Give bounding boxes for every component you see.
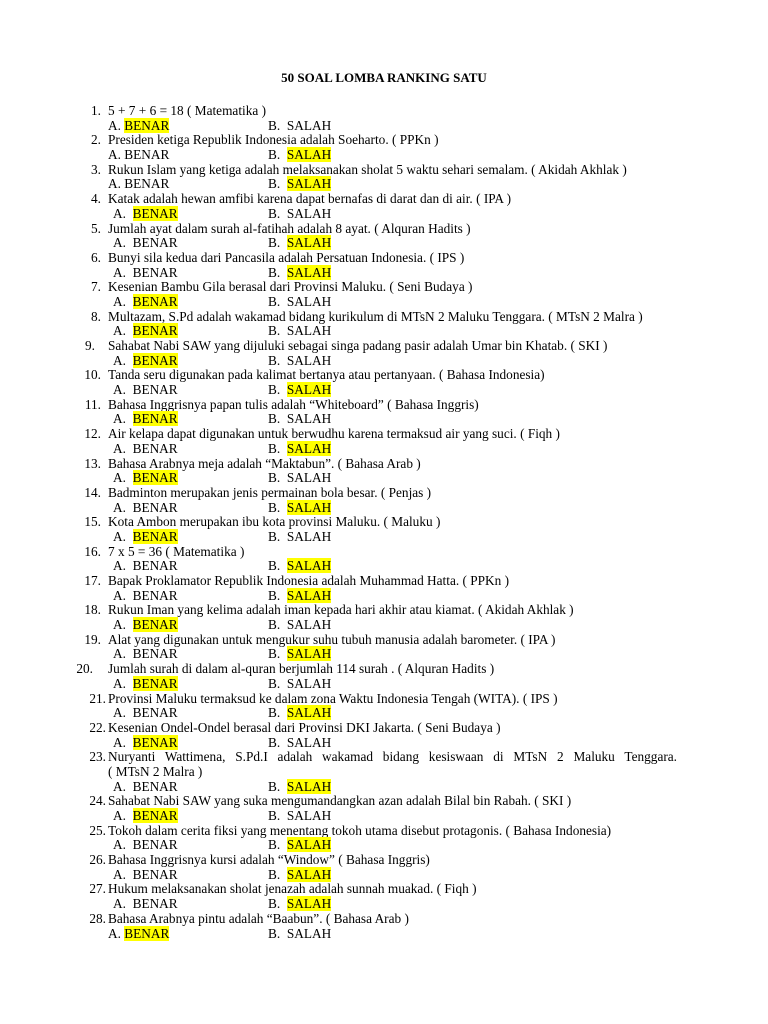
option-b-label: SALAH <box>286 837 332 853</box>
option-a-label: BENAR <box>124 925 170 941</box>
option-b: B. SALAH <box>268 528 332 544</box>
option-a: A. BENAR <box>108 925 170 941</box>
option-a-label: BENAR <box>132 205 178 221</box>
option-b-label: SALAH <box>286 205 332 221</box>
question-text: 5 + 7 + 6 = 18 ( Matematika ) <box>108 103 267 118</box>
option-b: B. SALAH <box>268 411 332 427</box>
option-b: B. SALAH <box>268 866 332 882</box>
option-b-label: SALAH <box>286 778 332 794</box>
answer-options <box>0 266 768 281</box>
question-number: 26. <box>89 852 106 868</box>
question-number: 13. <box>84 455 101 471</box>
option-b-label: SALAH <box>286 734 332 750</box>
question-number: 9. <box>85 338 95 353</box>
question-number: 19. <box>84 631 101 647</box>
option-b-label: SALAH <box>286 866 332 882</box>
question-list <box>0 104 768 941</box>
question-number: 27. <box>89 881 106 897</box>
question-text: Tokoh dalam cerita fiksi yang menentang tokoh utama disebut protagonis. ( Bahasa Indonesia) <box>108 822 612 838</box>
option-b: B. SALAH <box>268 837 332 853</box>
option-a: A. BENAR <box>113 205 178 221</box>
question-number: 18. <box>84 602 101 618</box>
option-a-label: BENAR <box>132 617 178 633</box>
question-text: Katak adalah hewan amfibi karena dapat bernafas di darat dan di air. ( IPA ) <box>108 191 512 207</box>
answer-options <box>0 119 768 134</box>
option-a-label: BENAR <box>132 352 178 368</box>
option-a: A. BENAR <box>113 896 178 912</box>
option-b: B. SALAH <box>268 734 332 750</box>
option-a: A. BENAR <box>108 176 170 192</box>
question-item <box>0 824 768 853</box>
question-item <box>0 457 768 486</box>
option-a-label: BENAR <box>132 587 178 603</box>
question-number: 17. <box>84 573 101 588</box>
question-text: Bahasa Inggrisnya papan tulis adalah “Whiteboard” ( Bahasa Inggris) <box>108 396 479 412</box>
question-number: 16. <box>84 543 101 559</box>
question-text: Bunyi sila kedua dari Pancasila adalah Persatuan Indonesia. ( IPS ) <box>108 249 465 265</box>
question-text: Presiden ketiga Republik Indonesia adalah Soeharto. ( PPKn ) <box>108 132 439 148</box>
option-b-label: SALAH <box>286 323 332 339</box>
answer-options <box>0 838 768 853</box>
option-b: B. SALAH <box>268 235 332 251</box>
question-number: 1. <box>91 103 101 118</box>
question-item <box>0 133 768 162</box>
option-b: B. SALAH <box>268 499 332 515</box>
option-b: B. SALAH <box>268 587 332 603</box>
question-number: 4. <box>91 191 101 207</box>
option-a-label: BENAR <box>132 558 178 574</box>
question-text: Sahabat Nabi SAW yang suka mengumandangkan azan adalah Bilal bin Rabah. ( SKI ) <box>108 793 572 809</box>
question-item <box>0 794 768 823</box>
question-item <box>0 192 768 221</box>
option-a: A. BENAR <box>113 646 178 662</box>
option-b-label: SALAH <box>286 235 332 251</box>
option-b: B. SALAH <box>268 808 332 823</box>
option-a-label: BENAR <box>124 147 170 163</box>
option-b-label: SALAH <box>286 558 332 574</box>
option-a: A. BENAR <box>113 470 178 486</box>
question-number: 23. <box>89 749 106 765</box>
option-b-label: SALAH <box>286 617 332 633</box>
question-text: 7 x 5 = 36 ( Matematika ) <box>108 543 245 559</box>
option-b-label: SALAH <box>286 896 332 912</box>
option-b-label: SALAH <box>286 440 332 456</box>
option-a-label: BENAR <box>124 117 170 133</box>
question-text: Provinsi Maluku termaksud ke dalam zona Waktu Indonesia Tengah (WITA). ( IPS ) <box>108 690 558 706</box>
option-b-label: SALAH <box>286 499 332 515</box>
question-item <box>0 251 768 280</box>
question-text: Tanda seru digunakan pada kalimat bertanya atau pertanyaan. ( Bahasa Indonesia) <box>108 367 545 383</box>
option-a: A. BENAR <box>113 558 178 574</box>
option-b: B. SALAH <box>268 558 332 574</box>
answer-options <box>0 647 768 662</box>
option-a: A. BENAR <box>113 264 178 280</box>
option-a: A. BENAR <box>113 411 178 427</box>
option-b-label: SALAH <box>286 117 332 133</box>
option-b-label: SALAH <box>286 470 332 486</box>
answer-options <box>0 530 768 545</box>
question-item <box>0 574 768 603</box>
question-item <box>0 515 768 544</box>
option-a: A. BENAR <box>113 675 178 691</box>
option-b-label: SALAH <box>286 705 332 721</box>
question-number: 6. <box>91 249 101 265</box>
document-title: 50 SOAL LOMBA RANKING SATU <box>281 70 487 85</box>
question-number: 7. <box>91 279 101 295</box>
question-number: 10. <box>84 367 101 383</box>
question-text: Bahasa Arabnya pintu adalah “Baabun”. ( Bahasa Arab ) <box>108 910 409 926</box>
option-b: B. SALAH <box>268 264 332 280</box>
question-text: Nuryanti Wattimena, S.Pd.I adalah wakamad bidang kesiswaan di MTsN 2 Maluku Tenggara. <box>108 749 677 765</box>
option-b-label: SALAH <box>286 808 332 823</box>
question-text: Multazam, S.Pd adalah wakamad bidang kurikulum di MTsN 2 Maluku Tenggara. ( MTsN 2 Malra ) <box>108 308 643 324</box>
option-b-label: SALAH <box>286 411 332 427</box>
question-item <box>0 882 768 911</box>
option-a-label: BENAR <box>132 778 178 794</box>
option-b-label: SALAH <box>286 264 332 280</box>
option-b: B. SALAH <box>268 293 332 309</box>
option-b: B. SALAH <box>268 470 332 486</box>
answer-options <box>0 324 768 339</box>
option-b-label: SALAH <box>286 587 332 603</box>
option-b-label: SALAH <box>286 147 332 163</box>
question-item <box>0 368 768 397</box>
question-item <box>0 662 768 691</box>
option-a-label: BENAR <box>132 646 178 662</box>
option-b: B. SALAH <box>268 440 332 456</box>
answer-options <box>0 295 768 310</box>
option-b: B. SALAH <box>268 646 332 662</box>
question-text: Air kelapa dapat digunakan untuk berwudhu karena termaksud air yang suci. ( Fiqh ) <box>108 426 560 442</box>
question-number: 12. <box>84 426 101 442</box>
question-number: 28. <box>89 910 106 926</box>
option-a: A. BENAR <box>113 808 178 823</box>
option-a-label: BENAR <box>132 837 178 853</box>
question-item <box>0 104 768 133</box>
option-a-label: BENAR <box>132 808 178 823</box>
answer-options <box>0 927 768 942</box>
question-item <box>0 310 768 339</box>
option-b: B. SALAH <box>268 925 332 941</box>
question-text: Kesenian Ondel-Ondel berasal dari Provinsi DKI Jakarta. ( Seni Budaya ) <box>108 719 501 735</box>
option-b-label: SALAH <box>286 646 332 662</box>
option-a-label: BENAR <box>124 176 170 192</box>
answer-options <box>0 897 768 912</box>
question-item <box>0 222 768 251</box>
question-item <box>0 339 768 368</box>
option-a: A. BENAR <box>113 866 178 882</box>
question-item <box>0 603 768 632</box>
option-a-label: BENAR <box>132 411 178 427</box>
option-b: B. SALAH <box>268 117 332 133</box>
answer-options <box>0 501 768 516</box>
option-a-label: BENAR <box>132 470 178 486</box>
question-text: Bapak Proklamator Republik Indonesia adalah Muhammad Hatta. ( PPKn ) <box>108 573 510 588</box>
question-item <box>0 427 768 456</box>
option-a-label: BENAR <box>132 264 178 280</box>
option-b-label: SALAH <box>286 382 332 398</box>
question-text: Badminton merupakan jenis permainan bola besar. ( Penjas ) <box>108 484 432 500</box>
option-a: A. BENAR <box>113 778 178 794</box>
option-b: B. SALAH <box>268 147 332 163</box>
answer-options <box>0 868 768 883</box>
option-a: A. BENAR <box>113 440 178 456</box>
option-a: A. BENAR <box>113 705 178 721</box>
question-item <box>0 721 768 750</box>
option-b-label: SALAH <box>286 528 332 544</box>
option-b: B. SALAH <box>268 705 332 721</box>
option-a-label: BENAR <box>132 866 178 882</box>
option-b: B. SALAH <box>268 896 332 912</box>
question-number: 5. <box>91 220 101 236</box>
question-item <box>0 750 768 794</box>
option-a: A. BENAR <box>108 147 170 163</box>
option-b: B. SALAH <box>268 778 332 794</box>
option-a: A. BENAR <box>113 499 178 515</box>
option-a: A. BENAR <box>113 382 178 398</box>
answer-options <box>0 442 768 457</box>
question-item <box>0 545 768 574</box>
answer-options <box>0 559 768 574</box>
option-a: A. BENAR <box>113 587 178 603</box>
option-a: A. BENAR <box>113 528 178 544</box>
option-a: A. BENAR <box>113 734 178 750</box>
option-a: A. BENAR <box>113 352 178 368</box>
answer-options <box>0 354 768 369</box>
question-number: 22. <box>89 719 106 735</box>
answer-options <box>0 736 768 751</box>
question-number: 21. <box>89 690 106 706</box>
option-a-label: BENAR <box>132 499 178 515</box>
option-b-label: SALAH <box>286 352 332 368</box>
question-text: Rukun Islam yang ketiga adalah melaksanakan sholat 5 waktu sehari semalam. ( Akidah Akhlak ) <box>108 161 627 177</box>
option-a-label: BENAR <box>132 675 178 691</box>
question-item <box>0 398 768 427</box>
question-number: 11. <box>84 396 101 412</box>
question-number: 25. <box>89 822 106 838</box>
option-a-label: BENAR <box>132 528 178 544</box>
option-a-label: BENAR <box>132 382 178 398</box>
option-b-label: SALAH <box>286 925 332 941</box>
option-a-label: BENAR <box>132 235 178 251</box>
question-item <box>0 912 768 941</box>
question-number: 24. <box>89 793 106 809</box>
option-a: A. BENAR <box>113 837 178 853</box>
question-number: 15. <box>84 514 101 530</box>
option-b: B. SALAH <box>268 205 332 221</box>
option-a: A. BENAR <box>113 323 178 339</box>
answer-options <box>0 412 768 427</box>
option-a: A. BENAR <box>113 235 178 251</box>
option-a-label: BENAR <box>132 734 178 750</box>
question-text: Bahasa Arabnya meja adalah “Maktabun”. ( Bahasa Arab ) <box>108 455 421 471</box>
answer-options <box>0 177 768 192</box>
question-item <box>0 692 768 721</box>
answer-options <box>0 809 768 824</box>
answer-options <box>0 589 768 604</box>
answer-options <box>0 207 768 222</box>
question-item <box>0 853 768 882</box>
question-number: 14. <box>84 484 101 500</box>
option-a-label: BENAR <box>132 323 178 339</box>
question-text: Kota Ambon merupakan ibu kota provinsi Maluku. ( Maluku ) <box>108 514 441 530</box>
option-b: B. SALAH <box>268 617 332 633</box>
option-a-label: BENAR <box>132 440 178 456</box>
answer-options <box>0 236 768 251</box>
answer-options <box>0 148 768 163</box>
question-number: 8. <box>91 308 101 324</box>
answer-options <box>0 706 768 721</box>
option-b: B. SALAH <box>268 323 332 339</box>
question-text: Jumlah ayat dalam surah al-fatihah adalah 8 ayat. ( Alquran Hadits ) <box>108 220 471 236</box>
question-item <box>0 633 768 662</box>
option-a: A. BENAR <box>108 117 170 133</box>
question-text: Sahabat Nabi SAW yang dijuluki sebagai singa padang pasir adalah Umar bin Khatab. ( SKI ) <box>108 338 608 353</box>
question-number: 3. <box>91 161 101 177</box>
question-text: Bahasa Inggrisnya kursi adalah “Window” ( Bahasa Inggris) <box>108 852 430 868</box>
question-text-continued: ( MTsN 2 Malra ) <box>108 763 203 779</box>
question-number: 2. <box>91 132 101 148</box>
answer-options <box>0 677 768 692</box>
question-item <box>0 163 768 192</box>
option-a-label: BENAR <box>132 293 178 309</box>
question-text: Alat yang digunakan untuk mengukur suhu tubuh manusia adalah barometer. ( IPA ) <box>108 631 556 647</box>
option-b: B. SALAH <box>268 176 332 192</box>
question-item <box>0 280 768 309</box>
question-text: Kesenian Bambu Gila berasal dari Provinsi Maluku. ( Seni Budaya ) <box>108 279 473 295</box>
option-b-label: SALAH <box>286 293 332 309</box>
option-a: A. BENAR <box>113 617 178 633</box>
option-b: B. SALAH <box>268 675 332 691</box>
option-b-label: SALAH <box>286 675 332 691</box>
question-item <box>0 486 768 515</box>
answer-options <box>0 383 768 398</box>
answer-options <box>0 618 768 633</box>
answer-options <box>0 471 768 486</box>
question-text: Hukum melaksanakan sholat jenazah adalah sunnah muakad. ( Fiqh ) <box>108 881 477 897</box>
option-b: B. SALAH <box>268 352 332 368</box>
question-text: Rukun Iman yang kelima adalah iman kepada hari akhir atau kiamat. ( Akidah Akhlak ) <box>108 602 574 618</box>
option-a-label: BENAR <box>132 896 178 912</box>
option-a-label: BENAR <box>132 705 178 721</box>
option-a: A. BENAR <box>113 293 178 309</box>
option-b-label: SALAH <box>286 176 332 192</box>
answer-options <box>0 780 768 795</box>
question-text: Jumlah surah di dalam al-quran berjumlah 114 surah . ( Alquran Hadits ) <box>108 661 495 677</box>
question-number: 20. <box>76 661 93 677</box>
option-b: B. SALAH <box>268 382 332 398</box>
